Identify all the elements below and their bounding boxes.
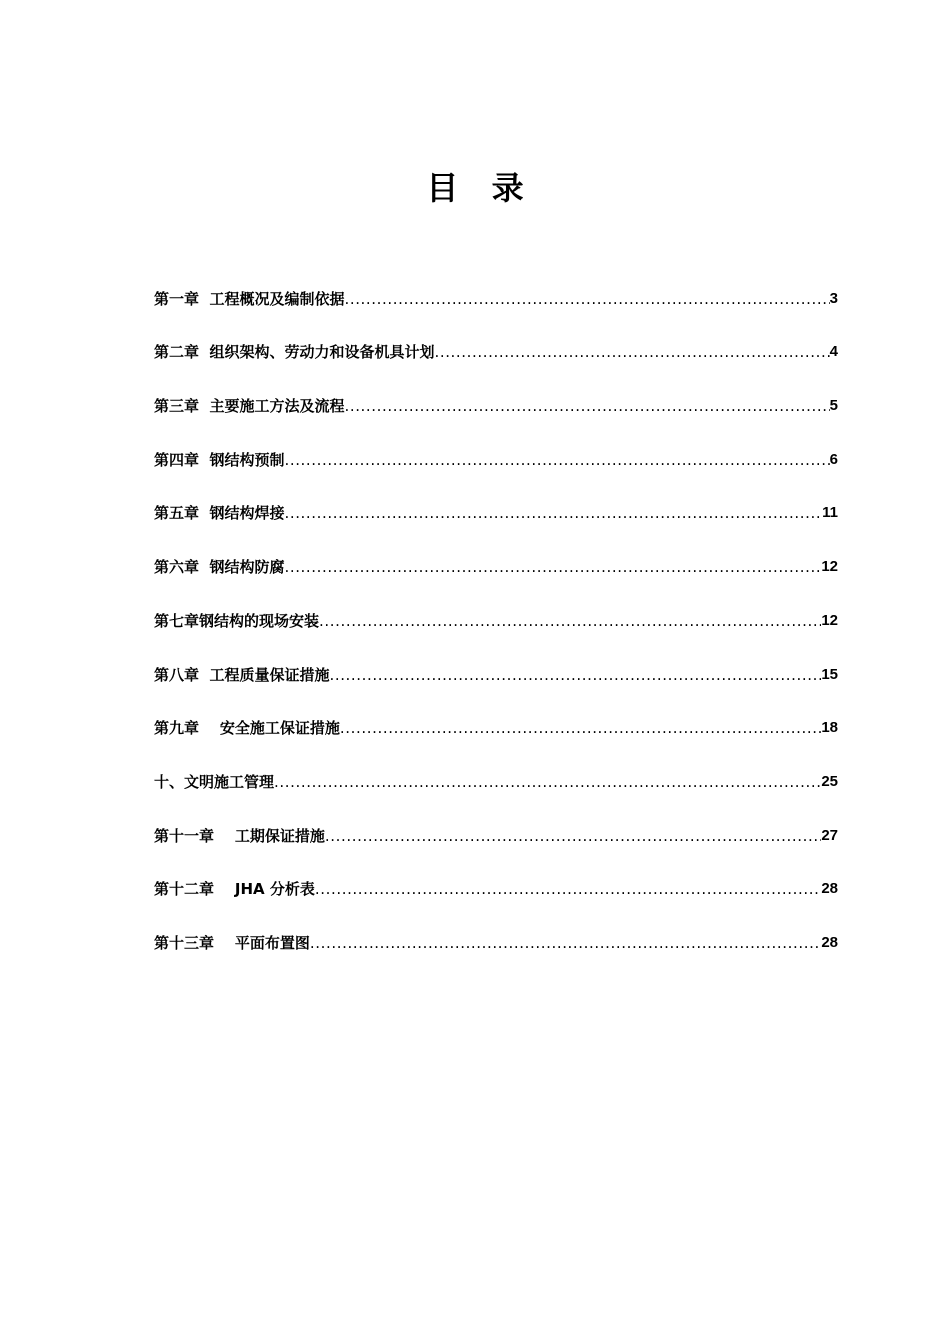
dot-leader (319, 608, 821, 634)
toc-entry-label: 第八章 工程质量保证措施 (154, 665, 330, 684)
toc-page-number: 12 (821, 611, 838, 629)
toc-entry[interactable] (154, 258, 838, 312)
toc-entry[interactable] (154, 741, 838, 795)
dot-leader (284, 500, 822, 526)
dot-leader (344, 393, 829, 419)
toc-entry-label: 第三章 主要施工方法及流程 (154, 397, 345, 416)
toc-page-number: 12 (821, 558, 838, 576)
toc-entry-label: 第十二章 JHA 分析表 (154, 880, 315, 899)
dot-leader (315, 876, 821, 902)
toc-entry-label: 第一章 工程概况及编制依据 (154, 289, 345, 308)
toc-entry-label: 第六章 钢结构防腐 (154, 558, 285, 577)
dot-leader (329, 662, 821, 688)
toc-entry-label: 第四章 钢结构预制 (154, 450, 285, 469)
toc-entry[interactable] (154, 688, 838, 742)
toc-entry-label: 第二章 组织架构、劳动力和设备机具计划 (154, 343, 435, 362)
toc-entry[interactable] (154, 526, 838, 580)
toc-entry[interactable] (154, 795, 838, 849)
toc-page-number: 15 (821, 665, 838, 683)
toc-page-number: 27 (821, 826, 838, 844)
toc-entry[interactable] (154, 312, 838, 366)
dot-leader (344, 286, 829, 312)
toc-page-number: 28 (821, 933, 838, 951)
toc-entry[interactable] (154, 634, 838, 688)
toc-entry-label: 第七章钢结构的现场安装 (154, 611, 320, 630)
dot-leader (284, 554, 821, 580)
toc-entry[interactable] (154, 473, 838, 527)
toc-entry[interactable] (154, 902, 838, 956)
toc-page-number: 11 (822, 504, 838, 522)
dot-leader (310, 930, 821, 956)
toc-page-number: 4 (829, 343, 838, 361)
toc-page-number: 5 (829, 397, 838, 415)
dot-leader (284, 447, 829, 473)
toc-page-number: 6 (829, 450, 838, 468)
toc-page-number: 25 (821, 772, 838, 790)
toc-entry[interactable] (154, 580, 838, 634)
dot-leader (274, 769, 821, 795)
toc-entry-label: 第十一章 工期保证措施 (154, 826, 325, 845)
toc-entry-label: 十、文明施工管理 (154, 772, 275, 791)
toc-entry[interactable] (154, 365, 838, 419)
toc-page-number: 28 (821, 880, 838, 898)
dot-leader (325, 823, 821, 849)
dot-leader (434, 339, 829, 365)
toc-page-number: 3 (829, 289, 838, 307)
toc-title: 目 录 (426, 169, 524, 207)
toc-entry-label: 第十三章 平面布置图 (154, 933, 310, 952)
table-of-contents (154, 258, 838, 956)
toc-entry[interactable] (154, 849, 838, 903)
toc-entry[interactable] (154, 419, 838, 473)
toc-entry-label: 第五章 钢结构焊接 (154, 504, 285, 523)
toc-page-number: 18 (821, 719, 838, 737)
toc-entry-label: 第九章 安全施工保证措施 (154, 719, 340, 738)
dot-leader (340, 715, 821, 741)
